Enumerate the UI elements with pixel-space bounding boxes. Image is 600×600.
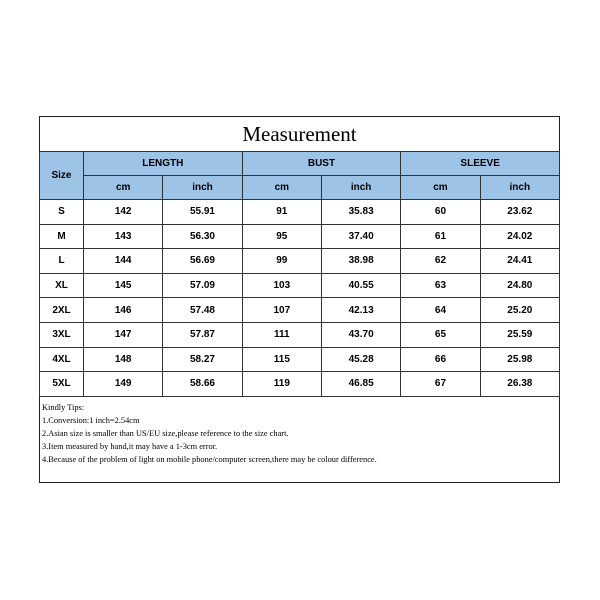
unit-header-row [40,176,560,200]
measure-cell: 63 [401,273,480,298]
group-header-length: LENGTH [84,152,243,176]
measure-cell: 56.69 [163,249,242,274]
chart-title: Measurement [242,122,357,146]
measure-cell: 103 [242,273,321,298]
table-row [40,298,560,323]
measure-cell: 55.91 [163,200,242,225]
table-row [40,273,560,298]
measure-cell: 26.38 [480,372,559,397]
unit-header: inch [321,176,400,200]
size-cell: 2XL [40,298,84,323]
tip-line: 1.Conversion:1 inch=2.54cm [42,415,140,425]
size-cell: L [40,249,84,274]
measure-cell: 24.41 [480,249,559,274]
measure-cell: 42.13 [321,298,400,323]
measure-cell: 145 [84,273,163,298]
measure-cell: 107 [242,298,321,323]
measure-cell: 25.20 [480,298,559,323]
measure-cell: 35.83 [321,200,400,225]
measure-cell: 25.59 [480,322,559,347]
measure-cell: 40.55 [321,273,400,298]
table-row [40,322,560,347]
size-chart [39,116,560,483]
measure-cell: 24.02 [480,224,559,249]
measure-cell: 25.98 [480,347,559,372]
measure-cell: 147 [84,322,163,347]
table-row [40,224,560,249]
measure-cell: 91 [242,200,321,225]
measure-cell: 149 [84,372,163,397]
size-cell: 4XL [40,347,84,372]
measure-cell: 57.09 [163,273,242,298]
tip-line: 3.Item measured by hand,it may have a 1-3cm error. [42,441,218,451]
size-table [39,151,560,397]
group-header-bust: BUST [242,152,401,176]
measure-cell: 143 [84,224,163,249]
measure-cell: 62 [401,249,480,274]
measure-cell: 24.80 [480,273,559,298]
measure-cell: 23.62 [480,200,559,225]
measure-cell: 46.85 [321,372,400,397]
table-row [40,372,560,397]
unit-header: inch [163,176,242,200]
size-cell: M [40,224,84,249]
size-header: Size [40,152,84,200]
unit-header: cm [242,176,321,200]
kindly-tips [40,397,559,466]
measure-cell: 144 [84,249,163,274]
measure-cell: 95 [242,224,321,249]
measure-cell: 146 [84,298,163,323]
tip-line: 2.Asian size is smaller than US/EU size,please reference to the size chart. [42,428,289,438]
tips-heading: Kindly Tips: [42,402,85,412]
unit-header: inch [480,176,559,200]
measure-cell: 148 [84,347,163,372]
measure-cell: 65 [401,322,480,347]
measure-cell: 58.66 [163,372,242,397]
measure-cell: 60 [401,200,480,225]
tip-line: 4.Because of the problem of light on mobile phone/computer screen,there may be colour difference. [42,454,377,464]
measure-cell: 64 [401,298,480,323]
measure-cell: 56.30 [163,224,242,249]
measure-cell: 58.27 [163,347,242,372]
table-row [40,347,560,372]
measure-cell: 38.98 [321,249,400,274]
measure-cell: 61 [401,224,480,249]
measure-cell: 57.87 [163,322,242,347]
measure-cell: 115 [242,347,321,372]
size-rows [40,200,560,397]
measure-cell: 43.70 [321,322,400,347]
unit-header: cm [84,176,163,200]
measure-cell: 119 [242,372,321,397]
measure-cell: 99 [242,249,321,274]
measure-cell: 66 [401,347,480,372]
size-cell: 3XL [40,322,84,347]
measure-cell: 57.48 [163,298,242,323]
measure-cell: 111 [242,322,321,347]
measure-cell: 67 [401,372,480,397]
size-cell: XL [40,273,84,298]
unit-header: cm [401,176,480,200]
size-cell: S [40,200,84,225]
size-cell: 5XL [40,372,84,397]
group-header-row [40,152,560,176]
measure-cell: 45.28 [321,347,400,372]
table-row [40,200,560,225]
measure-cell: 37.40 [321,224,400,249]
group-header-sleeve: SLEEVE [401,152,560,176]
table-row [40,249,560,274]
measure-cell: 142 [84,200,163,225]
